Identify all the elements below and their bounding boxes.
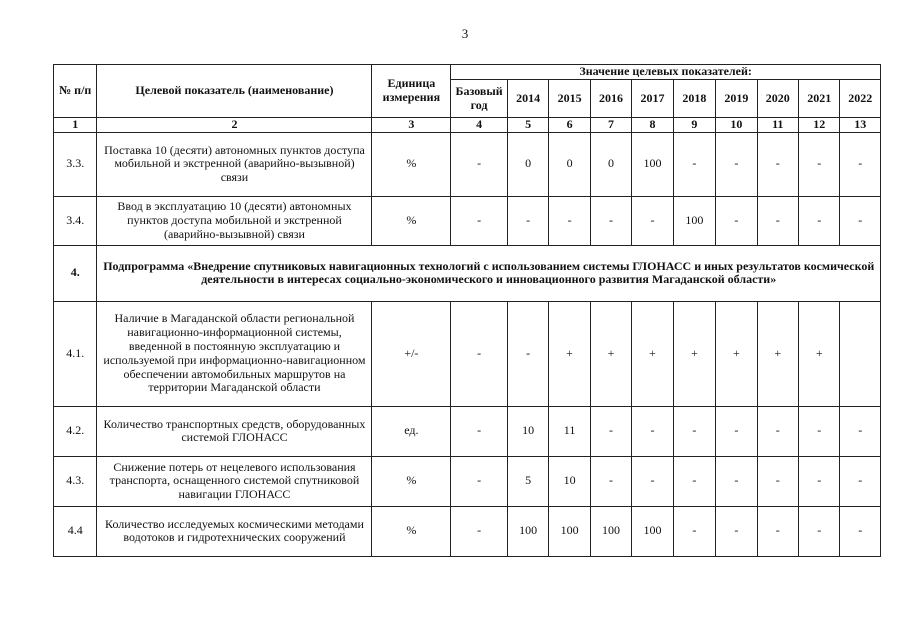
value-cell: - bbox=[798, 506, 839, 556]
value-cell: - bbox=[798, 406, 839, 456]
value-cell: - bbox=[451, 456, 508, 506]
value-cell: 100 bbox=[590, 506, 631, 556]
value-cell: - bbox=[507, 196, 548, 245]
header-year: 2017 bbox=[632, 80, 673, 118]
value-cell: 100 bbox=[507, 506, 548, 556]
table-row bbox=[54, 406, 881, 456]
value-cell: - bbox=[590, 406, 631, 456]
header-year: 2022 bbox=[840, 80, 881, 118]
value-cell: - bbox=[507, 301, 548, 406]
subprogram-row bbox=[54, 245, 881, 301]
column-number: 9 bbox=[673, 118, 715, 133]
table-row bbox=[54, 301, 881, 406]
table-row bbox=[54, 196, 881, 245]
row-number: 4.4 bbox=[54, 506, 97, 556]
value-cell bbox=[840, 301, 881, 406]
table-row bbox=[54, 506, 881, 556]
table-row bbox=[54, 132, 881, 196]
value-cell: - bbox=[840, 196, 881, 245]
column-number: 5 bbox=[507, 118, 548, 133]
header-num: № п/п bbox=[54, 65, 97, 118]
value-cell: - bbox=[451, 301, 508, 406]
value-cell: - bbox=[757, 196, 798, 245]
value-cell: 11 bbox=[549, 406, 590, 456]
value-cell: - bbox=[590, 456, 631, 506]
value-cell: + bbox=[590, 301, 631, 406]
header-base-year: Базовый год bbox=[451, 80, 508, 118]
value-cell: 0 bbox=[507, 132, 548, 196]
value-cell: - bbox=[798, 456, 839, 506]
value-cell: 100 bbox=[673, 196, 715, 245]
value-cell: 0 bbox=[549, 132, 590, 196]
unit-cell: +/- bbox=[372, 301, 451, 406]
value-cell: - bbox=[673, 406, 715, 456]
indicator-name: Количество транспортных средств, оборудованных системой ГЛОНАСС bbox=[97, 406, 372, 456]
header-year: 2016 bbox=[590, 80, 631, 118]
value-cell: - bbox=[716, 132, 757, 196]
value-cell: - bbox=[757, 406, 798, 456]
column-number: 4 bbox=[451, 118, 508, 133]
column-number: 11 bbox=[757, 118, 798, 133]
value-cell: - bbox=[716, 196, 757, 245]
header-year: 2021 bbox=[798, 80, 839, 118]
row-number: 4.1. bbox=[54, 301, 97, 406]
value-cell: - bbox=[632, 196, 673, 245]
value-cell: - bbox=[673, 506, 715, 556]
row-number: 3.3. bbox=[54, 132, 97, 196]
unit-cell: % bbox=[372, 196, 451, 245]
column-number: 13 bbox=[840, 118, 881, 133]
row-number: 4.3. bbox=[54, 456, 97, 506]
header-values-title: Значение целевых показателей: bbox=[451, 65, 881, 80]
unit-cell: ед. bbox=[372, 406, 451, 456]
value-cell: - bbox=[716, 406, 757, 456]
header-year: 2019 bbox=[716, 80, 757, 118]
value-cell: - bbox=[673, 456, 715, 506]
value-cell: + bbox=[632, 301, 673, 406]
value-cell: - bbox=[632, 456, 673, 506]
value-cell: 100 bbox=[632, 506, 673, 556]
value-cell: - bbox=[757, 456, 798, 506]
column-number: 8 bbox=[632, 118, 673, 133]
column-number: 2 bbox=[97, 118, 372, 133]
page-number: 3 bbox=[461, 26, 469, 41]
value-cell: - bbox=[757, 132, 798, 196]
value-cell: - bbox=[632, 406, 673, 456]
header-unit: Единица измерения bbox=[372, 65, 451, 118]
value-cell: 10 bbox=[507, 406, 548, 456]
value-cell: - bbox=[840, 132, 881, 196]
row-number: 3.4. bbox=[54, 196, 97, 245]
value-cell: - bbox=[840, 456, 881, 506]
indicator-name: Снижение потерь от нецелевого использования транспорта, оснащенного системой спутниковой навигации ГЛОНАСС bbox=[97, 456, 372, 506]
value-cell: 5 bbox=[507, 456, 548, 506]
column-number: 7 bbox=[590, 118, 631, 133]
value-cell: - bbox=[451, 406, 508, 456]
value-cell: + bbox=[673, 301, 715, 406]
value-cell: - bbox=[451, 132, 508, 196]
header-indicator: Целевой показатель (наименование) bbox=[97, 65, 372, 118]
targets-table bbox=[53, 64, 881, 557]
value-cell: - bbox=[590, 196, 631, 245]
header-year: 2020 bbox=[757, 80, 798, 118]
value-cell: + bbox=[798, 301, 839, 406]
value-cell: - bbox=[451, 196, 508, 245]
value-cell: - bbox=[840, 506, 881, 556]
indicator-name: Количество исследуемых космическими методами водотоков и гидротехнических сооружений bbox=[97, 506, 372, 556]
value-cell: - bbox=[840, 406, 881, 456]
indicator-name: Поставка 10 (десяти) автономных пунктов доступа мобильной и экстренной (аварийно-вызывной) связи bbox=[97, 132, 372, 196]
column-number: 1 bbox=[54, 118, 97, 133]
value-cell: - bbox=[451, 506, 508, 556]
value-cell: 100 bbox=[632, 132, 673, 196]
value-cell: - bbox=[798, 196, 839, 245]
header-year: 2015 bbox=[549, 80, 590, 118]
value-cell: - bbox=[673, 132, 715, 196]
column-number: 6 bbox=[549, 118, 590, 133]
value-cell: - bbox=[716, 456, 757, 506]
column-number: 10 bbox=[716, 118, 757, 133]
unit-cell: % bbox=[372, 132, 451, 196]
value-cell: 0 bbox=[590, 132, 631, 196]
row-number: 4.2. bbox=[54, 406, 97, 456]
header-year: 2018 bbox=[673, 80, 715, 118]
value-cell: + bbox=[716, 301, 757, 406]
unit-cell: % bbox=[372, 506, 451, 556]
value-cell: - bbox=[757, 506, 798, 556]
indicator-name: Ввод в эксплуатацию 10 (десяти) автономных пунктов доступа мобильной и экстренной (аварийно-вызывной) связи bbox=[97, 196, 372, 245]
value-cell: + bbox=[757, 301, 798, 406]
header-year: 2014 bbox=[507, 80, 548, 118]
table-row bbox=[54, 456, 881, 506]
unit-cell: % bbox=[372, 456, 451, 506]
value-cell: 100 bbox=[549, 506, 590, 556]
value-cell: + bbox=[549, 301, 590, 406]
value-cell: - bbox=[716, 506, 757, 556]
column-number: 12 bbox=[798, 118, 839, 133]
value-cell: - bbox=[798, 132, 839, 196]
value-cell: 10 bbox=[549, 456, 590, 506]
column-number: 3 bbox=[372, 118, 451, 133]
value-cell: - bbox=[549, 196, 590, 245]
subprogram-title: Подпрограмма «Внедрение спутниковых навигационных технологий с использованием системы ГЛОНАСС и иных результатов космической деятельности в интересах социально-экономического и инновационного развития Магаданской области» bbox=[97, 245, 881, 301]
row-number: 4. bbox=[54, 245, 97, 301]
indicator-name: Наличие в Магаданской области региональной навигационно-информационной системы, введенной в постоянную эксплуатацию и используемой при информационно-навигационном обеспечении автомобильных маршрутов на территории Магаданской области bbox=[97, 301, 372, 406]
